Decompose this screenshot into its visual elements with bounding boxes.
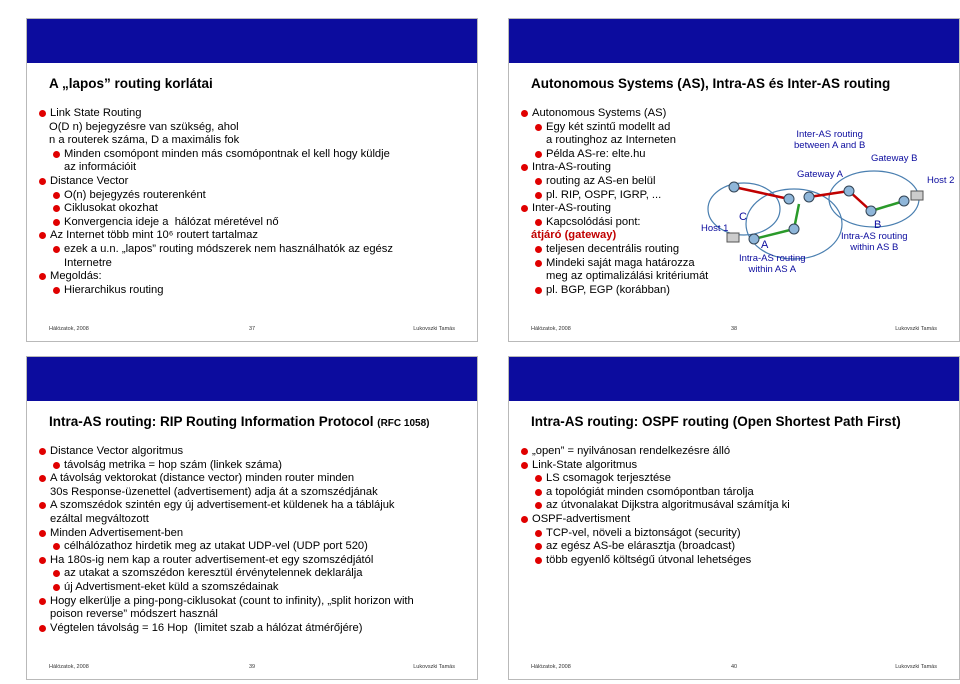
bullet-item [535,554,953,568]
bullet-item [53,202,471,216]
host2-icon [911,191,923,200]
bullet-item [39,107,471,121]
bullet-dot-icon [521,205,528,212]
bullet-text: „open” = nyilvánosan rendelkezésre álló [532,445,731,457]
bullet-dot-icon [535,124,542,131]
bullet-dot-icon [521,110,528,117]
bullet-text: Kapcsolódási pont: [546,215,641,228]
footer-page-number: 38 [730,326,738,332]
bullet-dot-icon [535,219,542,226]
slide-footer [531,326,937,334]
bullet-text: Mindeki saját maga határozza meg az optimalizálási kritériumát [546,256,709,283]
bullet-dot-icon [521,516,528,523]
inter-as-link [734,187,789,199]
bullet-text: Distance Vector algoritmus [50,445,184,457]
as-a-label: A [761,239,769,251]
intra-a-label: Intra-AS routing within AS A [739,253,806,275]
bullet-item [39,499,471,526]
bullet-text: Ha 180s-ig nem kap a router advertisement-et egy szomszédjától [50,553,374,566]
bullet-text: átjáró (gateway) [531,229,617,242]
bullet-dot-icon [39,448,46,455]
bullet-item [39,527,471,541]
footer-course: Hálózatok, 2008 [49,326,89,332]
bullet-text: Megoldás: [50,270,102,283]
intra-b-label: Intra-AS routing within AS B [841,231,908,253]
bullet-item [53,189,471,203]
slide-body [521,445,953,567]
bullet-item [39,445,471,459]
bullet-item [535,284,953,298]
bullet-text: Ciklusokat okozhat [64,202,158,215]
bullet-dot-icon [535,475,542,482]
bullet-text: Autonomous Systems (AS) [532,107,667,119]
footer-course: Hálózatok, 2008 [531,326,571,332]
bullet-item [535,472,953,486]
bullet-dot-icon [39,502,46,509]
bullet-item [53,284,471,298]
bullet-text: Konvergencia ideje a hálózat méretével nő [64,215,279,228]
bullet-text: célhálózathoz hirdetik meg az utakat UDP-vel (UDP port 520) [64,540,368,553]
bullet-dot-icon [39,557,46,564]
slide-header-band [509,357,959,401]
bullet-dot-icon [535,151,542,158]
footer-course: Hálózatok, 2008 [49,664,89,670]
footer-page-number: 39 [248,664,256,670]
bullet-dot-icon [535,287,542,294]
bullet-dot-icon [535,530,542,537]
router-a2 [749,234,759,244]
as-network-diagram [699,129,959,279]
bullet-dot-icon [521,462,528,469]
gateway-b-label: Gateway B [871,153,918,164]
bullet-item [53,567,471,581]
slide-40 [508,356,960,680]
bullet-text: OSPF-advertisment [532,512,631,525]
bullet-text: pl. BGP, EGP (korábban) [546,283,670,296]
bullet-text: O(D n) bejegyzésre van szükség, ahol n a routerek száma, D a maximális fok [49,120,240,147]
router-b2 [899,196,909,206]
bullet-dot-icon [53,246,60,253]
router-b-gateway [844,186,854,196]
bullet-item [53,581,471,595]
bullet-item [39,229,471,243]
bullet-text: pl. RIP, OSPF, IGRP, ... [546,188,662,201]
bullet-text: Végtelen távolság = 16 Hop (limitet szab a hálózat átmérőjére) [50,621,363,634]
slide-title: Intra-AS routing: OSPF routing (Open Shortest Path First) [531,414,901,429]
bullet-dot-icon [53,570,60,577]
slide-footer [49,664,455,672]
slide-title: Autonomous Systems (AS), Intra-AS és Inter-AS routing [531,76,891,91]
router-a-gateway [804,192,814,202]
bullet-text: Inter-AS-routing [532,202,611,215]
bullet-text: ezek a u.n. „lapos” routing módszerek nem használhatók az egész Internetre [64,242,393,269]
bullet-text: A távolság vektorokat (distance vector) minden router minden 30s Response-üzenettel (advertisement) adja át a szomszédjának [50,472,378,498]
bullet-item [39,554,471,568]
bullet-dot-icon [521,164,528,171]
bullet-text: Minden csomópont minden más csomópontnak el kell hogy küldje az információit [64,147,390,174]
bullet-dot-icon [53,151,60,158]
bullet-text: az egész AS-be elárasztja (broadcast) [546,540,736,553]
bullet-text: routing az AS-en belül [546,174,656,187]
bullet-dot-icon [535,246,542,253]
bullet-item [535,527,953,541]
footer-page-number: 40 [730,664,738,670]
bullet-dot-icon [53,205,60,212]
slide-39 [26,356,478,680]
slide-body [39,445,471,635]
bullet-item [535,486,953,500]
footer-author: Lukovszki Tamás [895,664,937,670]
bullet-item [49,121,471,148]
bullet-item [535,499,953,513]
bullet-item [53,243,471,270]
slide-title-rfc: (RFC 1058) [377,418,430,429]
bullet-dot-icon [53,192,60,199]
bullet-item [521,459,953,473]
bullet-item [53,459,471,473]
slide-header-band [509,19,959,63]
bullet-item [39,175,471,189]
bullet-dot-icon [39,530,46,537]
bullet-dot-icon [535,502,542,509]
bullet-dot-icon [535,543,542,550]
slide-title [49,414,430,429]
bullet-text: a topológiát minden csomópontban tárolja [546,485,754,498]
slide-header-band [27,19,477,63]
bullet-dot-icon [535,557,542,564]
bullet-dot-icon [39,178,46,185]
intra-as-link [754,229,794,239]
bullet-text: teljesen decentrális routing [546,242,680,255]
bullet-text: az utakat a szomszédon keresztül érvénytelennek deklarálja [64,567,363,580]
bullet-text: Egy két szintű modellt ad a routinghoz az Interneten [546,120,676,147]
slide-body [39,107,471,297]
slide-title-main: Intra-AS routing: RIP Routing Information Protocol [49,414,374,429]
router-b1 [866,206,876,216]
bullet-dot-icon [39,110,46,117]
bullet-text: O(n) bejegyzés routerenként [64,188,206,201]
bullet-text: Hierarchikus routing [64,283,164,296]
footer-course: Hálózatok, 2008 [531,664,571,670]
bullet-text: Link-State algoritmus [532,458,638,471]
bullet-item [39,472,471,499]
bullet-text: Intra-AS-routing [532,161,611,174]
bullet-dot-icon [39,273,46,280]
bullet-item [39,270,471,284]
bullet-text: Példa AS-re: elte.hu [546,147,646,160]
host2-label: Host 2 [927,175,955,186]
bullet-item [535,540,953,554]
slide-header-band [27,357,477,401]
bullet-text: TCP-vel, növeli a biztonságot (security) [546,526,741,539]
slide-title: A „lapos” routing korlátai [49,76,213,91]
as-b-label: B [874,219,882,231]
bullet-item [53,540,471,554]
bullet-text: Az Internet több mint 10⁶ routert tartalmaz [50,229,258,242]
bullet-dot-icon [535,260,542,267]
footer-author: Lukovszki Tamás [413,326,455,332]
bullet-dot-icon [535,178,542,185]
bullet-text: Hogy elkerülje a ping-pong-ciklusokat (count to infinity), „split horizon with poison reverse” módszert használ [50,594,414,621]
router-c1 [729,182,739,192]
bullet-text: A szomszédok szintén egy új advertisement-et küldenek ha a táblájuk ezáltal megváltozott [50,499,395,525]
bullet-dot-icon [535,192,542,199]
as-c-label: C [739,211,747,223]
bullet-item [39,595,471,622]
as-network-graphic [699,129,959,279]
bullet-dot-icon [521,448,528,455]
bullet-item [53,148,471,175]
bullet-dot-icon [39,598,46,605]
gateway-a-label: Gateway A [797,169,843,180]
slide-37 [26,18,478,342]
bullet-dot-icon [53,543,60,550]
inter-as-label: Inter-AS routing between A and B [794,129,866,151]
bullet-text: új Advertisment-eket küld a szomszédainak [64,580,279,593]
bullet-item [39,622,471,636]
bullet-text: LS csomagok terjesztése [546,472,671,485]
bullet-dot-icon [39,475,46,482]
bullet-item [521,107,953,121]
router-a3 [789,224,799,234]
footer-author: Lukovszki Tamás [413,664,455,670]
bullet-dot-icon [39,232,46,239]
bullet-text: több egyenlő költségű útvonal lehetséges [546,553,752,566]
bullet-dot-icon [53,287,60,294]
bullet-dot-icon [39,625,46,632]
bullet-item [53,216,471,230]
bullet-dot-icon [535,489,542,496]
host1-label: Host 1 [701,223,729,234]
bullet-text: Distance Vector [50,174,129,187]
slide-footer [49,326,455,334]
bullet-text: az útvonalakat Dijkstra algoritmusával számítja ki [546,499,790,512]
bullet-item [521,445,953,459]
slide-footer [531,664,937,672]
bullet-text: Link State Routing [50,107,142,119]
footer-author: Lukovszki Tamás [895,326,937,332]
router-a1 [784,194,794,204]
host1-icon [727,233,739,242]
bullet-dot-icon [53,219,60,226]
bullet-dot-icon [53,462,60,469]
slide-38 [508,18,960,342]
bullet-text: távolság metrika = hop szám (linkek száma) [64,458,282,471]
bullet-dot-icon [53,584,60,591]
bullet-item [521,513,953,527]
bullet-text: Minden Advertisement-ben [50,526,184,539]
footer-page-number: 37 [248,326,256,332]
